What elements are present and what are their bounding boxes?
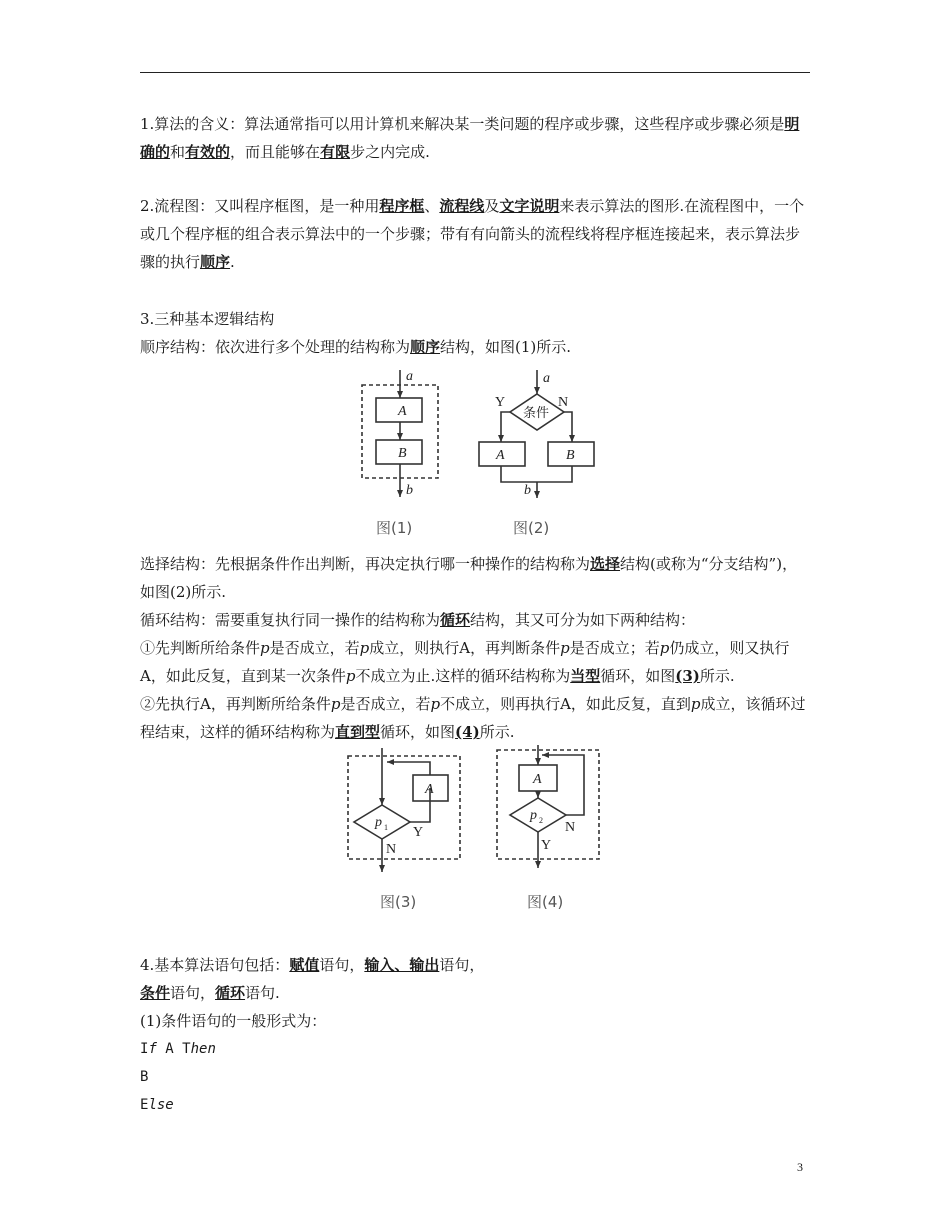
text: 是否成立，若 [269, 639, 360, 657]
fig3-box-a-label: A [425, 782, 434, 797]
fig4-dashed-frame [497, 750, 599, 859]
text: . [230, 253, 235, 271]
text: 2.流程图：又叫程序框图，是一种用 [140, 197, 380, 215]
text: 步之内完成. [350, 143, 430, 161]
var-p: p [345, 667, 356, 685]
sequence-structure-text [140, 333, 812, 361]
keyword: 明确的 [140, 115, 800, 161]
fig1-box-b-label: B [398, 446, 407, 461]
text: 1.算法的含义：算法通常指可以用计算机来解决某一类问题的程序或步骤，这些程序或步骤必须是 [140, 115, 785, 133]
code-text: I [140, 1041, 149, 1057]
fig2-caption: 图(2) [513, 519, 550, 537]
fig4-condition-diamond [510, 798, 566, 832]
var-p: p [690, 695, 701, 713]
text: 选择结构：先根据条件作出判断，再决定执行哪一种操作的结构称为 [140, 555, 591, 573]
fig4-box-a [519, 765, 557, 791]
fig3-subscript: 1 [384, 823, 388, 832]
var-p: p [260, 639, 270, 657]
var-p: p [560, 639, 570, 657]
fig1-box-a [376, 398, 422, 422]
text: 结构，如图(1)所示. [440, 338, 572, 356]
section-1-paragraph [140, 110, 812, 166]
text: 结构，其又可分为如下两种结构： [470, 611, 696, 629]
code-text: lse [148, 1097, 174, 1113]
text: ①先判断所给条件 [140, 639, 261, 657]
keyword: 赋值 [289, 956, 320, 974]
loop-structure-text [140, 606, 812, 634]
fig4-label-n: N [565, 820, 576, 835]
keyword: 直到型 [335, 723, 381, 741]
var-p: p [659, 639, 670, 657]
selection-structure-text [140, 550, 812, 606]
fig3-label-n: N [386, 842, 397, 857]
section-2-paragraph [140, 192, 812, 276]
code-text: hen [190, 1041, 216, 1057]
fig1-label-b: b [406, 483, 413, 498]
text: 来表示算法的图形.在流程图中，一个或几个程序框的组合表示算法中的一个步骤；带有有向箭头的流程线将程序框连接起来，表示算法步骤的执行 [140, 197, 805, 271]
fig2-condition-label: 条件 [523, 406, 550, 421]
fig2-label-b: b [524, 483, 531, 498]
text: 是否成立，若 [340, 695, 431, 713]
header-rule [140, 72, 810, 73]
fig4-label-y: Y [541, 838, 552, 853]
text: ②先执行A，再判断所给条件 [140, 695, 331, 713]
text: 所示. [479, 723, 515, 741]
fig3-box-a [413, 775, 448, 801]
keyword: 顺序 [200, 253, 231, 271]
fig2-box-a [479, 442, 525, 466]
until-loop-text [140, 690, 812, 746]
text: 不成立为止.这样的循环结构称为 [355, 667, 571, 685]
fig4-var-p: p [530, 808, 537, 823]
fig1-box-b [376, 440, 422, 464]
keyword: 流程线 [439, 197, 485, 215]
section-4-paragraph [140, 951, 812, 1007]
code-line-b: B [140, 1069, 149, 1085]
code-text: f [148, 1041, 157, 1057]
text: 所示. [699, 667, 735, 685]
keyword: 程序框 [379, 197, 425, 215]
code-line-if [140, 1035, 812, 1063]
fig3-var-p: p [375, 815, 382, 830]
text: 循环结构：需要重复执行同一操作的结构称为 [140, 611, 441, 629]
text: 仍成立，则又执行A，如此反复，直到某一次条件 [140, 639, 790, 685]
text: 不成立，则再执行A，如此反复，直到 [440, 695, 691, 713]
text: 4.基本算法语句包括： [140, 956, 290, 974]
text: 循环，如图 [600, 667, 676, 685]
keyword: 循环 [215, 984, 246, 1002]
code-line-else [140, 1091, 812, 1119]
text: 循环，如图 [380, 723, 456, 741]
var-p: p [430, 695, 441, 713]
keyword: 有限 [320, 143, 351, 161]
text: 语句， [439, 956, 485, 974]
code-text: A T [156, 1041, 191, 1057]
keyword: 当型 [570, 667, 601, 685]
fig2-label-n: N [558, 395, 569, 410]
fig2-label-y: Y [495, 395, 506, 410]
fig2-box-a-label: A [496, 448, 505, 463]
fig4-box-a-label: A [533, 772, 542, 787]
var-p: p [330, 695, 341, 713]
fig4-subscript: 2 [539, 816, 543, 825]
fig3-caption: 图(3) [380, 893, 417, 911]
text: 成立，该循环过程结束，这样的循环结构称为 [140, 695, 806, 741]
fig1-dashed-frame [362, 385, 438, 478]
code-text: E [140, 1097, 149, 1113]
text: 和 [170, 143, 186, 161]
keyword: 循环 [440, 611, 471, 629]
page-number: 3 [797, 1160, 803, 1174]
conditional-statement-title: (1)条件语句的一般形式为： [140, 1012, 327, 1030]
fig4-caption: 图(4) [527, 893, 564, 911]
while-loop-text [140, 634, 812, 690]
keyword: 文字说明 [499, 197, 560, 215]
text: 、 [424, 197, 440, 215]
keyword: (4) [455, 723, 480, 741]
fig3-dashed-frame [348, 756, 460, 859]
text: 成立，则执行A，再判断条件 [369, 639, 561, 657]
text: 语句， [319, 956, 365, 974]
keyword: 条件 [140, 984, 171, 1002]
section-3-title: 3.三种基本逻辑结构 [140, 310, 275, 328]
text: 是否成立；若 [569, 639, 660, 657]
keyword: 选择 [590, 555, 621, 573]
fig1-label-a: a [406, 369, 413, 384]
text: ，而且能够在 [230, 143, 321, 161]
fig2-condition-diamond [510, 394, 564, 430]
text: 语句， [170, 984, 216, 1002]
keyword: (3) [675, 667, 700, 685]
text: 结构(或称为“分支结构”)，如图(2)所示. [140, 555, 798, 601]
text: 及 [484, 197, 500, 215]
text: 顺序结构：依次进行多个处理的结构称为 [140, 338, 411, 356]
fig3-label-y: Y [413, 825, 424, 840]
var-p: p [359, 639, 370, 657]
keyword: 顺序 [410, 338, 441, 356]
fig2-label-a: a [543, 371, 550, 386]
keyword: 有效的 [185, 143, 231, 161]
fig1-box-a-label: A [398, 404, 407, 419]
fig1-caption: 图(1) [376, 519, 413, 537]
keyword: 输入、输出 [364, 956, 440, 974]
fig3-condition-diamond [354, 805, 410, 839]
fig2-box-b [548, 442, 594, 466]
fig2-box-b-label: B [566, 448, 575, 463]
text: 语句. [245, 984, 280, 1002]
